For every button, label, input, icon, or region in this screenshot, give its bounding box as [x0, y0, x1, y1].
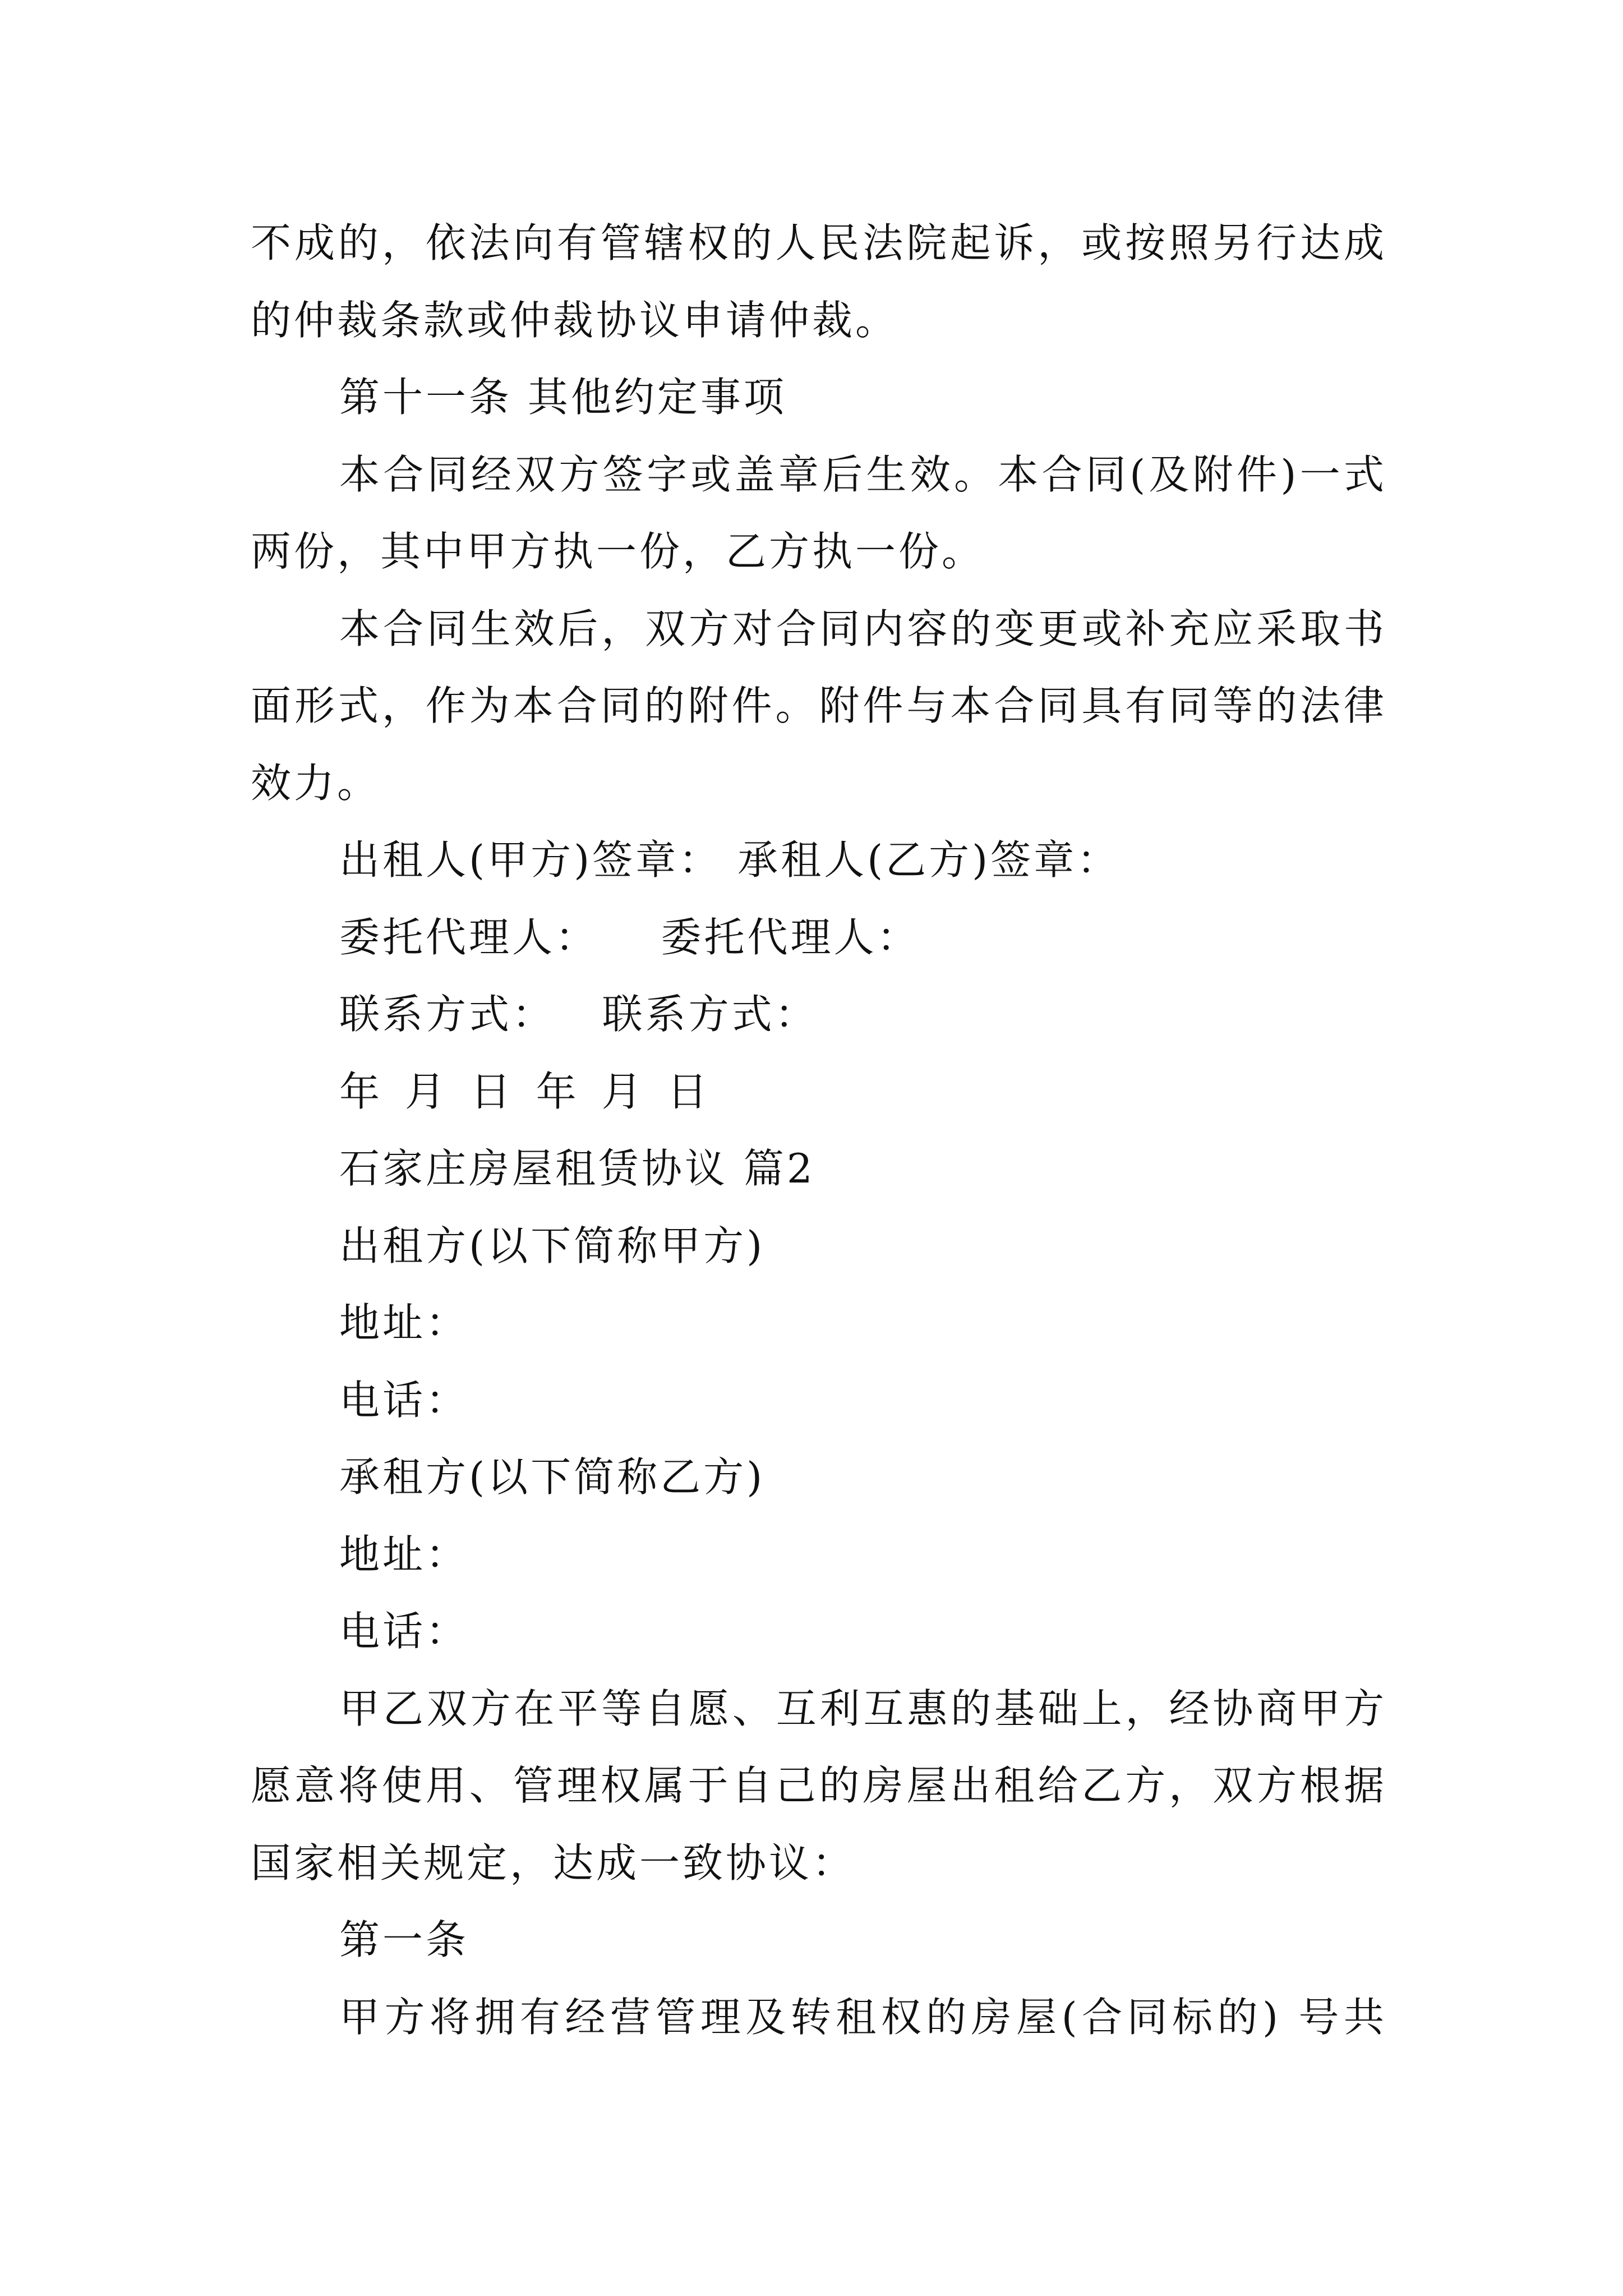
- text-line: 第十一条 其他约定事项: [339, 374, 787, 421]
- lessee-address-label: [251, 1516, 1387, 1594]
- text-line: 的仲裁条款或仲裁协议申请仲裁。: [251, 296, 899, 344]
- text-line: 本合同生效后，双方对合同内容的变更或补充应采取书: [339, 605, 1387, 652]
- paragraph-copies-clause: [251, 436, 1387, 591]
- text-line: 国家相关规定，达成一致协议：: [251, 1839, 856, 1887]
- lessor-phone-label: [251, 1362, 1387, 1439]
- paragraph-preamble: [251, 1671, 1387, 1902]
- paragraph-continued: [251, 205, 1387, 359]
- text-line: 电话：: [339, 1608, 469, 1655]
- text-line: 不成的，依法向有管辖权的人民法院起诉，或按照另行达成: [251, 219, 1387, 266]
- text-line: 出租人(甲方)签章： 承租人(乙方)签章：: [339, 836, 1121, 884]
- text-line: 第一条: [339, 1916, 469, 1963]
- section-heading-article-11: [251, 359, 1387, 436]
- contact-line: [251, 976, 1387, 1053]
- document-body: [251, 205, 1387, 2056]
- section-heading-article-1: [251, 1902, 1387, 1979]
- text-line: 出租方(以下简称甲方): [339, 1222, 766, 1269]
- paragraph-amendment-clause: [251, 591, 1387, 822]
- text-line: 地址：: [339, 1299, 469, 1346]
- text-line: 愿意将使用、管理权属于自己的房屋出租给乙方，双方根据: [251, 1762, 1387, 1809]
- signature-line: [251, 822, 1387, 899]
- date-line: [251, 1053, 1387, 1131]
- text-line: 电话：: [339, 1376, 469, 1424]
- text-line: 两份，其中甲方执一份，乙方执一份。: [251, 528, 985, 575]
- text-line: 甲乙双方在平等自愿、互利互惠的基础上，经协商甲方: [339, 1685, 1387, 1732]
- lessee-label: [251, 1439, 1387, 1516]
- document-title-part-2: [251, 1130, 1387, 1208]
- text-line: 本合同经双方签字或盖章后生效。本合同(及附件)一式: [339, 450, 1387, 498]
- text-line: 联系方式： 联系方式：: [339, 991, 818, 1038]
- text-line: 地址：: [339, 1530, 469, 1578]
- lessee-phone-label: [251, 1593, 1387, 1671]
- agent-line: [251, 899, 1387, 977]
- text-line: 委托代理人： 委托代理人：: [339, 913, 920, 961]
- text-line: 面形式，作为本合同的附件。附件与本合同具有同等的法律: [251, 682, 1387, 729]
- lessor-label: [251, 1208, 1387, 1285]
- text-line: 年 月 日 年 月 日: [339, 1068, 711, 1115]
- text-line: 甲方将拥有经营管理及转租权的房屋(合同标的) 号共: [339, 1993, 1387, 2041]
- text-line: 效力。: [251, 759, 381, 807]
- text-line: 承租方(以下简称乙方): [339, 1453, 766, 1501]
- paragraph-article-1: [251, 1979, 1387, 2056]
- lessor-address-label: [251, 1285, 1387, 1362]
- text-line: 石家庄房屋租赁协议 篇2: [339, 1145, 815, 1192]
